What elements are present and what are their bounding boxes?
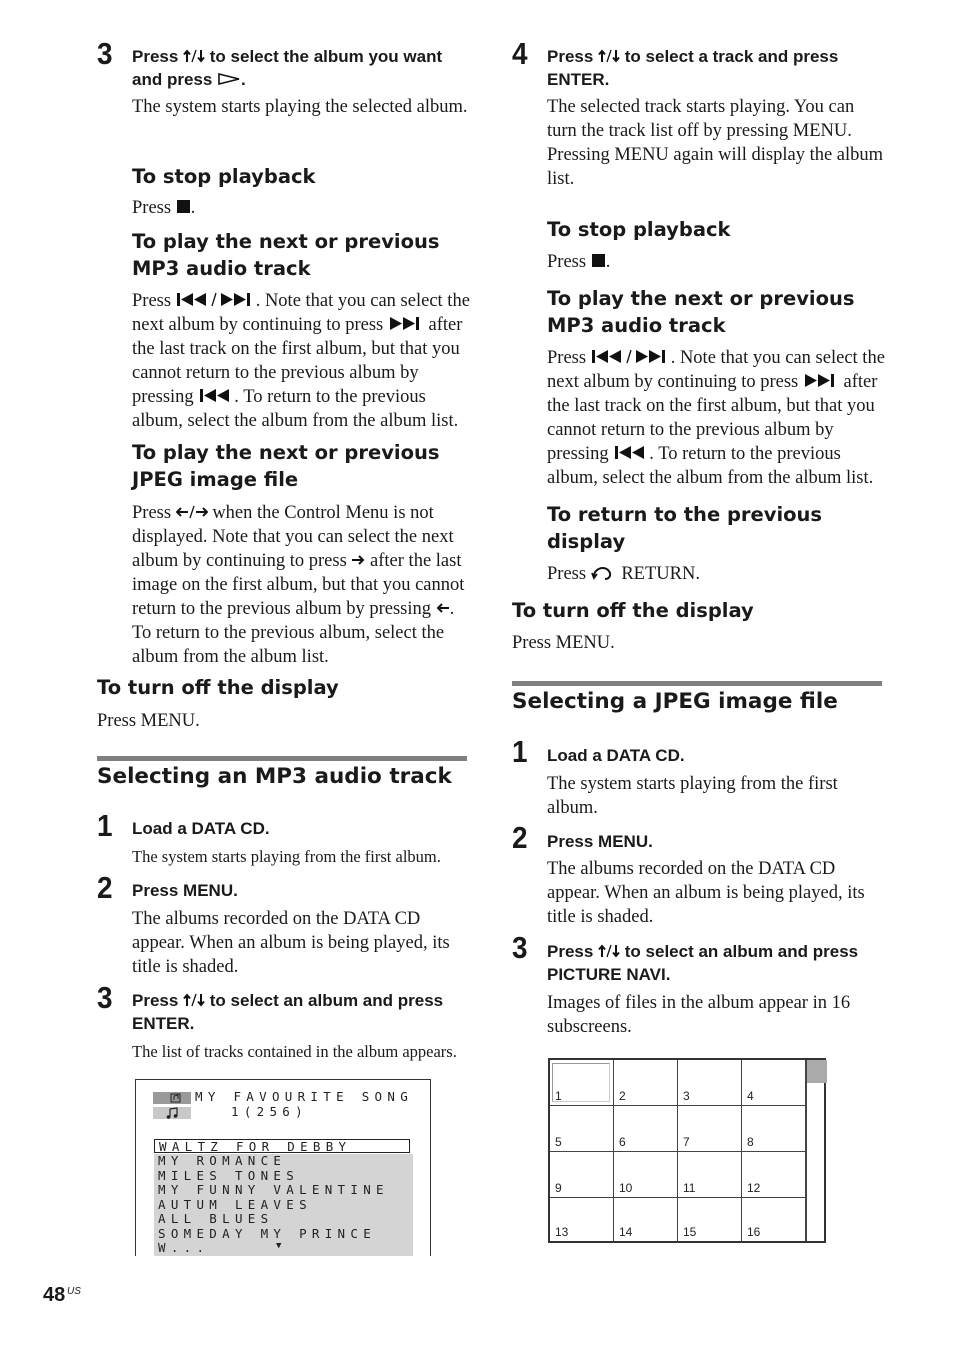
subheading-mp3-next: To play the next or previous MP3 audio track <box>132 230 440 280</box>
step-body: The selected track starts playing. You can turn the track list off by pressing MENU. Pressing MENU again will display the album list. <box>547 97 884 189</box>
subscreen-6[interactable]: 6 <box>614 1106 678 1152</box>
track-item[interactable]: ALL BLUES <box>158 1211 274 1226</box>
scroll-down-arrow-icon[interactable]: ▼ <box>276 1241 282 1251</box>
stop-text: Press . <box>132 198 196 218</box>
subscreen-5[interactable]: 5 <box>550 1106 614 1152</box>
subheading-turn-off: To turn off the display <box>97 676 339 699</box>
step-number: 1 <box>97 808 113 843</box>
picture-navi-grid <box>548 1058 826 1243</box>
section-title-mp3: Selecting an MP3 audio track <box>97 764 452 789</box>
step-body: The system starts playing from the first album. <box>132 847 441 866</box>
scrollbar-thumb[interactable] <box>807 1060 827 1083</box>
step-heading: Press to select a track and press ENTER. <box>547 47 839 89</box>
step-number: 4 <box>512 36 528 71</box>
mp3-next-text: Press . Note that you can select the next album by continuing to press after the last track on the first album, but that you cannot return to the previous album by pressing . To return to the previous album, select the album from the album list. <box>547 348 885 488</box>
step-body: Images of files in the album appear in 16 subscreens. <box>547 993 851 1037</box>
play-icon <box>217 68 241 91</box>
subscreen-1[interactable]: 1 <box>550 1060 614 1106</box>
subheading-jpeg-next: To play the next or previous JPEG image file <box>132 441 440 491</box>
grid-scrollbar[interactable] <box>806 1060 826 1241</box>
subheading-return: To return to the previous display <box>547 503 823 553</box>
track-item[interactable]: MY FUNNY VALENTINE <box>158 1182 389 1197</box>
up-down-arrow-icon <box>183 45 205 68</box>
section-title-jpeg: Selecting a JPEG image file <box>512 689 838 714</box>
subheading-stop: To stop playback <box>547 218 731 241</box>
stop-icon <box>177 200 190 213</box>
music-note-icon <box>153 1107 191 1119</box>
subscreen-4[interactable]: 4 <box>742 1060 806 1106</box>
next-icon <box>803 370 839 394</box>
subscreen-11[interactable]: 11 <box>678 1152 742 1198</box>
subscreen-10[interactable]: 10 <box>614 1152 678 1198</box>
step-number: 2 <box>97 870 113 905</box>
track-item[interactable]: MILES TONES <box>158 1168 300 1183</box>
step-heading: Press to select the album you want and press . <box>132 47 443 89</box>
subscreen-8[interactable]: 8 <box>742 1106 806 1152</box>
subscreen-7[interactable]: 7 <box>678 1106 742 1152</box>
jpeg-next-text: Press when the Control Menu is not displayed. Note that you can select the next album by continuing to press after the last image on the first album, but that you cannot return to the previous album by pressing . To return to the previous album, select the album from the album list. <box>132 503 465 667</box>
prev-next-icon <box>176 289 256 313</box>
step-body: The albums recorded on the DATA CD appear. When an album is being played, its title is shaded. <box>547 859 865 927</box>
step-heading: Press to select an album and press PICTURE NAVI. <box>547 942 859 984</box>
up-down-arrow-icon <box>598 940 620 963</box>
turn-off-text: Press MENU. <box>512 633 615 653</box>
up-down-arrow-icon <box>598 45 620 68</box>
section-rule <box>97 756 467 761</box>
subscreen-13[interactable]: 13 <box>550 1198 614 1241</box>
subscreen-3[interactable]: 3 <box>678 1060 742 1106</box>
step-heading: Load a DATA CD. <box>547 746 685 765</box>
return-icon <box>591 562 617 586</box>
stop-icon <box>592 254 605 267</box>
step-number: 3 <box>97 36 113 71</box>
album-title: MY FAVOURITE SONG <box>195 1089 414 1104</box>
left-right-arrow-icon <box>176 501 208 525</box>
track-item[interactable]: MY ROMANCE <box>158 1153 287 1168</box>
subheading-turn-off: To turn off the display <box>512 599 754 622</box>
step-body: The system starts playing the selected album. <box>132 97 468 117</box>
album-icon <box>153 1092 191 1104</box>
step-number: 3 <box>512 930 528 965</box>
prev-next-icon <box>591 346 671 370</box>
step-number: 2 <box>512 820 528 855</box>
track-count: 1(256) <box>231 1104 308 1119</box>
step-heading: Press MENU. <box>132 881 238 900</box>
left-arrow-icon <box>436 597 450 621</box>
up-down-arrow-icon <box>183 989 205 1012</box>
subscreen-15[interactable]: 15 <box>678 1198 742 1241</box>
step-body: The system starts playing from the first album. <box>547 774 838 818</box>
subscreen-9[interactable]: 9 <box>550 1152 614 1198</box>
section-rule <box>512 681 882 686</box>
step-body: The list of tracks contained in the album appears. <box>132 1042 457 1061</box>
stop-text: Press . <box>547 252 611 272</box>
return-text: Press RETURN. <box>547 564 700 584</box>
selected-track-row[interactable]: WALTZ FOR DEBBY <box>154 1139 410 1153</box>
previous-icon <box>613 442 649 466</box>
subscreen-12[interactable]: 12 <box>742 1152 806 1198</box>
next-icon <box>388 313 424 337</box>
mp3-next-text: Press . Note that you can select the next album by continuing to press after the last track on the first album, but that you cannot return to the previous album by pressing . To return to the previous album, select the album from the album list. <box>132 291 470 431</box>
subscreen-16[interactable]: 16 <box>742 1198 806 1241</box>
track-item[interactable]: SOMEDAY MY PRINCE W... <box>158 1226 377 1255</box>
step-heading: Press MENU. <box>547 832 653 851</box>
page-region: US <box>67 1286 81 1297</box>
page-number: 48 <box>43 1284 66 1306</box>
step-body: The albums recorded on the DATA CD appear. When an album is being played, its title is shaded. <box>132 909 450 977</box>
previous-icon <box>198 385 234 409</box>
subscreen-14[interactable]: 14 <box>614 1198 678 1241</box>
step-heading: Load a DATA CD. <box>132 819 270 838</box>
right-arrow-icon <box>351 549 365 573</box>
subheading-stop: To stop playback <box>132 165 316 188</box>
subheading-mp3-next: To play the next or previous MP3 audio track <box>547 287 855 337</box>
track-item[interactable]: AUTUM LEAVES <box>158 1197 312 1212</box>
subscreen-2[interactable]: 2 <box>614 1060 678 1106</box>
turn-off-text: Press MENU. <box>97 711 200 731</box>
mp3-track-list-screen <box>135 1079 431 1256</box>
step-number: 3 <box>97 980 113 1015</box>
step-heading: Press to select an album and press ENTER. <box>132 991 444 1033</box>
step-number: 1 <box>512 734 528 769</box>
